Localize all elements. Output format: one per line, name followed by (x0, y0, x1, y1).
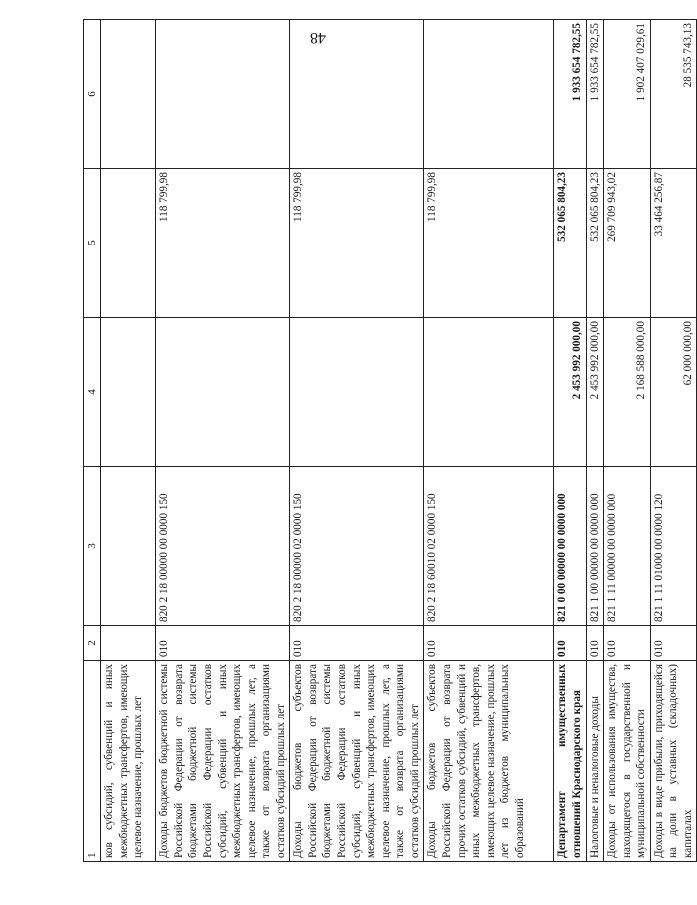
row-name: ков субсидий, субвенций и иных межбюджетных трансфертов, имеющих целевое назначение, прошлых лет (101, 661, 156, 862)
row-name: Доходы бюджетов субъектов Российской Федерации от возврата прочих остатков субсидий, субвенций и иных межбюджетных трансфертов, имеющих целевое назначение, прошлых лет из бюджетов муниципальных образований (424, 661, 554, 862)
row-line-code: 010 (604, 626, 651, 661)
table-row (290, 20, 424, 862)
row-planned: 2 453 992 000,00 (554, 318, 586, 467)
row-executed: 118 799,98 (156, 169, 290, 318)
row-executed: 532 065 804,23 (586, 169, 604, 318)
table-row (156, 20, 290, 862)
row-budget-code: 821 1 11 00000 00 0000 000 (604, 467, 651, 626)
income-report-table (83, 19, 697, 862)
column-header-1: 1 (84, 661, 101, 862)
row-unexecuted: 1 933 654 782,55 (586, 20, 604, 169)
row-name: Департамент имущественных отношений Краснодарского края (554, 661, 586, 862)
column-number-row (84, 20, 101, 862)
row-line-code: 010 (156, 626, 290, 661)
row-executed: 118 799,98 (424, 169, 554, 318)
table-row (554, 20, 586, 862)
row-line-code: 010 (650, 626, 697, 661)
row-budget-code: 820 2 18 60010 02 0000 150 (424, 467, 554, 626)
table-row (424, 20, 554, 862)
row-name: Доходы бюджетов бюджетной системы Российской Федерации от возврата бюджетами бюджетной системы Российской Федерации остатков субсидий, субвенций и иных межбюджетных трансфертов, имеющих целевое назначение, прошлых лет, а также от возврата организациями остатков субсидий прошлых лет (156, 661, 290, 862)
row-budget-code: 821 0 00 00000 00 0000 000 (554, 467, 586, 626)
page-number: 48 (310, 29, 326, 46)
table-row (604, 20, 651, 862)
row-executed: 532 065 804,23 (554, 169, 586, 318)
row-line-code: 010 (554, 626, 586, 661)
row-unexecuted (424, 20, 554, 169)
row-planned: 2 453 992 000,00 (586, 318, 604, 467)
column-header-4: 4 (84, 318, 101, 467)
row-budget-code: 821 1 00 00000 00 0000 000 (586, 467, 604, 626)
row-name: Доходы бюджетов субъектов Российской Федерации от возврата бюджетами бюджетной системы Российской Федерации остатков субсидий, субвенций и иных межбюджетных трансфертов, имеющих целевое назначение, прошлых лет, а также от возврата организациями остатков субсидий прошлых лет (290, 661, 424, 862)
row-unexecuted: 1 902 407 029,61 (604, 20, 651, 169)
row-line-code: 010 (424, 626, 554, 661)
row-budget-code (101, 467, 156, 626)
row-unexecuted: 28 535 743,13 (650, 20, 697, 169)
row-name: Доходы в виде прибыли, приходящейся на доли в уставных (складочных) капиталах (650, 661, 697, 862)
row-name: Доходы от использования имущества, находящегося в государственной и муниципальной собственности (604, 661, 651, 862)
table-row (650, 20, 697, 862)
row-unexecuted (156, 20, 290, 169)
row-name: Налоговые и неналоговые доходы (586, 661, 604, 862)
row-executed: 33 464 256,87 (650, 169, 697, 318)
table-row (586, 20, 604, 862)
row-executed: 118 799,98 (290, 169, 424, 318)
row-planned (101, 318, 156, 467)
row-line-code (101, 626, 156, 661)
row-budget-code: 820 2 18 00000 02 0000 150 (290, 467, 424, 626)
table-row (101, 20, 156, 862)
row-unexecuted (101, 20, 156, 169)
column-header-6: 6 (84, 20, 101, 169)
row-budget-code: 820 2 18 00000 00 0000 150 (156, 467, 290, 626)
row-executed (101, 169, 156, 318)
column-header-5: 5 (84, 169, 101, 318)
row-planned (424, 318, 554, 467)
row-budget-code: 821 1 11 01000 00 0000 120 (650, 467, 697, 626)
row-planned: 62 000 000,00 (650, 318, 697, 467)
row-unexecuted: 1 933 654 782,55 (554, 20, 586, 169)
column-header-3: 3 (84, 467, 101, 626)
row-unexecuted (290, 20, 424, 169)
row-planned: 2 168 588 000,00 (604, 318, 651, 467)
row-line-code: 010 (586, 626, 604, 661)
row-executed: 269 709 943,02 (604, 169, 651, 318)
row-planned (156, 318, 290, 467)
row-planned (290, 318, 424, 467)
column-header-2: 2 (84, 626, 101, 661)
row-line-code: 010 (290, 626, 424, 661)
